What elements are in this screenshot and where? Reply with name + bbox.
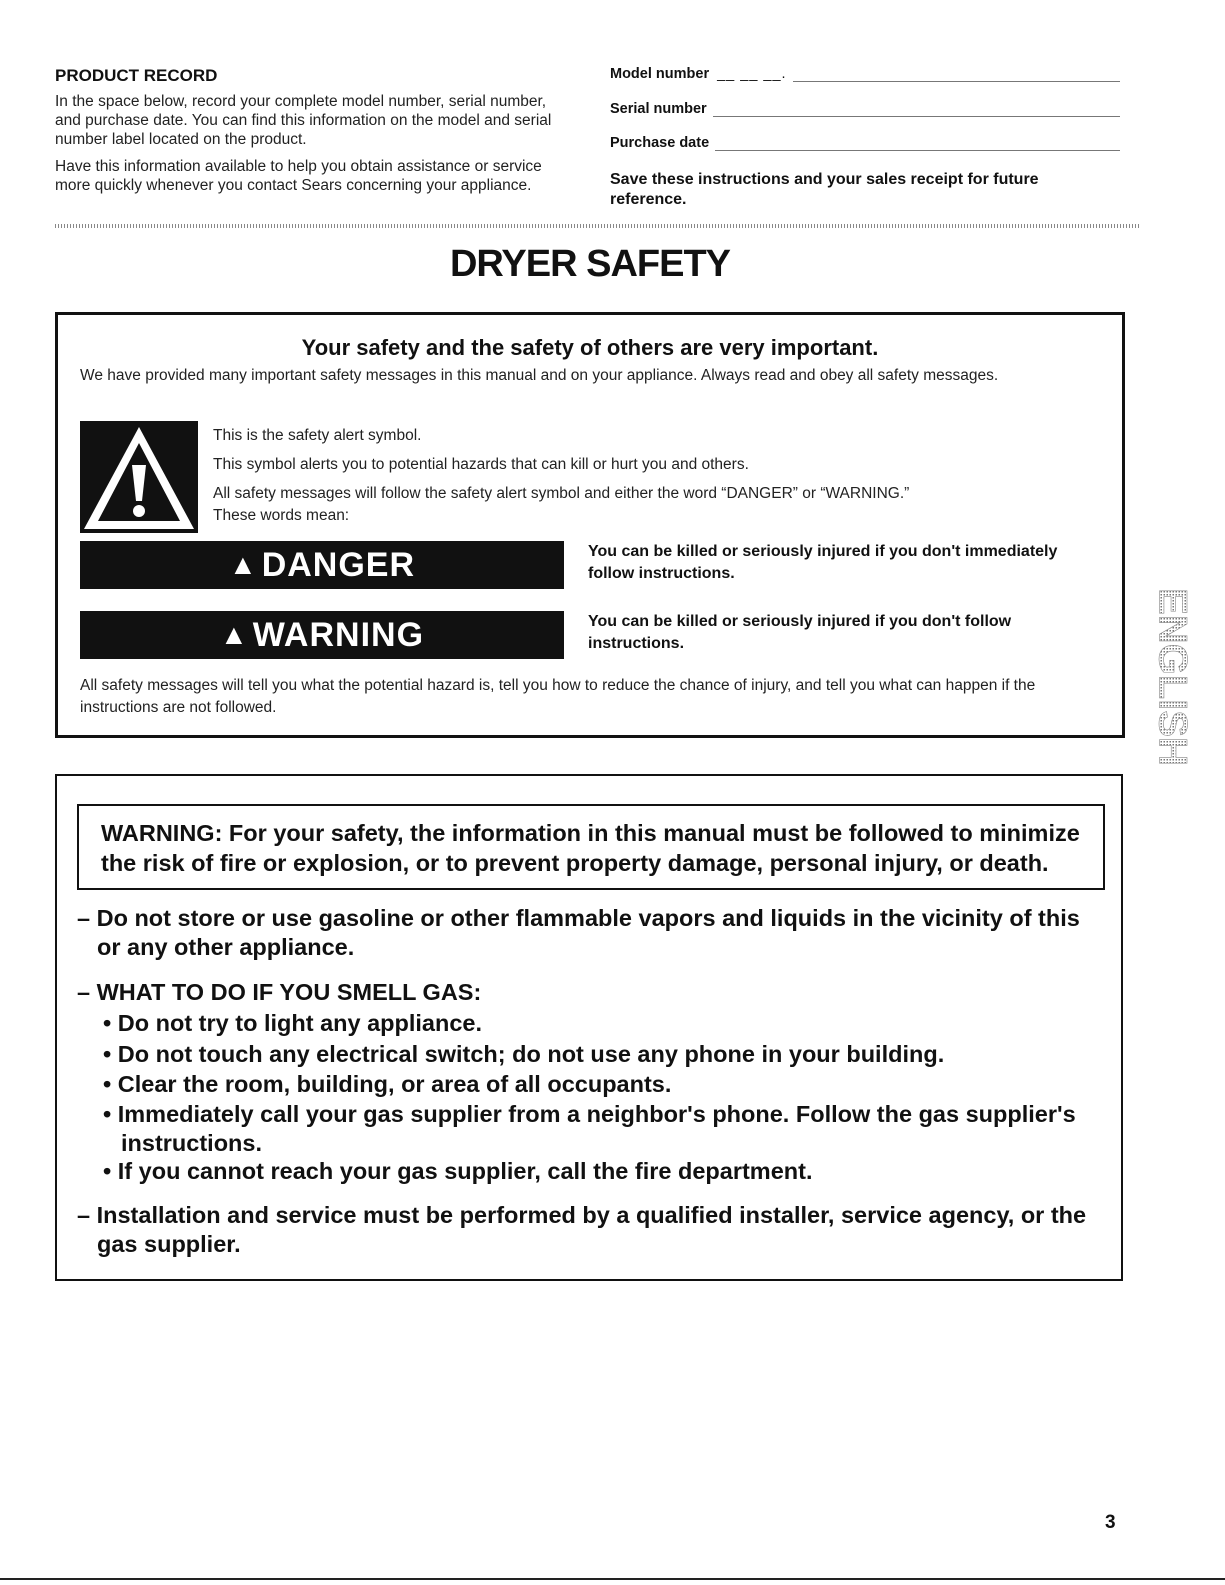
gas-bullet-1: • Do not try to light any appliance. — [103, 1010, 483, 1036]
model-number-label: Model number — [610, 66, 710, 82]
instruction-item-1: – Do not store or use gasoline or other flammable vapors and liquids in the vicinity of this or any other appliance. — [77, 905, 1080, 960]
page-number: 3 — [1105, 1512, 1116, 1533]
purchase-date-label: Purchase date — [610, 135, 710, 151]
serial-number-field — [610, 101, 1120, 117]
warning-headline-box — [77, 804, 1105, 890]
serial-number-label: Serial number — [610, 101, 707, 117]
warning-description: You can be killed or seriously injured if you don't follow instructions. — [588, 613, 1012, 652]
page-title: DRYER SAFETY — [449, 243, 731, 285]
symbol-line-3: All safety messages will follow the safety alert symbol and either the word “DANGER” or “WARNING.” — [213, 485, 910, 502]
warning-signal-word — [80, 611, 564, 659]
danger-description: You can be killed or seriously injured if you don't immediately follow instructions. — [588, 543, 1058, 582]
warning-alert-icon: ▲ — [219, 619, 249, 650]
safety-messages-box — [55, 312, 1125, 738]
warning-headline: WARNING: For your safety, the information in this manual must be followed to minimize the risk of fire or explosion, or to prevent property damage, personal injury, or death. — [101, 820, 1080, 876]
model-number-field — [610, 66, 1120, 82]
purchase-date-line — [715, 138, 1120, 151]
gas-bullet-2: • Do not touch any electrical switch; do not use any phone in your building. — [103, 1041, 945, 1067]
gas-bullet-5: • If you cannot reach your gas supplier, call the fire department. — [103, 1158, 813, 1184]
product-record-title: PRODUCT RECORD — [55, 66, 218, 85]
english-language-tab — [1150, 565, 1195, 790]
product-record-paragraph-2: Have this information available to help you obtain assistance or service more quickly whenever you contact Sears concerning your appliance. — [55, 158, 542, 194]
danger-label: DANGER — [261, 545, 416, 584]
gas-warning-box — [55, 774, 1123, 1281]
safety-alert-symbol-icon — [80, 421, 198, 533]
instruction-item-2: – WHAT TO DO IF YOU SMELL GAS: — [77, 979, 482, 1005]
safety-heading: Your safety and the safety of others are very important. — [301, 335, 879, 360]
safety-intro: We have provided many important safety messages in this manual and on your appliance. Always read and obey all safety messages. — [80, 367, 999, 384]
symbol-line-4: These words mean: — [213, 507, 350, 524]
model-number-line — [793, 69, 1120, 82]
symbol-line-2: This symbol alerts you to potential hazards that can kill or hurt you and others. — [213, 456, 749, 473]
danger-signal-word — [80, 541, 564, 589]
purchase-date-field — [610, 135, 1120, 151]
model-number-hint: __ __ __. — [717, 66, 787, 82]
bottom-rule — [0, 1578, 1225, 1580]
safety-footer: All safety messages will tell you what the potential hazard is, tell you how to reduce the chance of injury, and tell you what can happen if the instructions are not followed. — [80, 677, 1036, 716]
symbol-line-1: This is the safety alert symbol. — [213, 427, 422, 444]
dotted-divider — [55, 224, 1140, 228]
product-record-paragraph-1: In the space below, record your complete model number, serial number, and purchase date. You can find this information on the model and serial number label located on the product. — [55, 93, 552, 148]
save-instructions-note: Save these instructions and your sales receipt for future reference. — [610, 171, 1039, 208]
danger-alert-icon: ▲ — [228, 549, 258, 580]
warning-label: WARNING — [252, 615, 425, 654]
instruction-item-3: – Installation and service must be performed by a qualified installer, service agency, or the gas supplier. — [77, 1202, 1087, 1257]
gas-bullet-4: • Immediately call your gas supplier from a neighbor's phone. Follow the gas supplier's instructions. — [103, 1101, 1076, 1156]
gas-bullet-3: • Clear the room, building, or area of all occupants. — [103, 1071, 672, 1097]
english-tab-label: ENGLISH — [1150, 588, 1195, 766]
serial-number-line — [713, 104, 1120, 117]
